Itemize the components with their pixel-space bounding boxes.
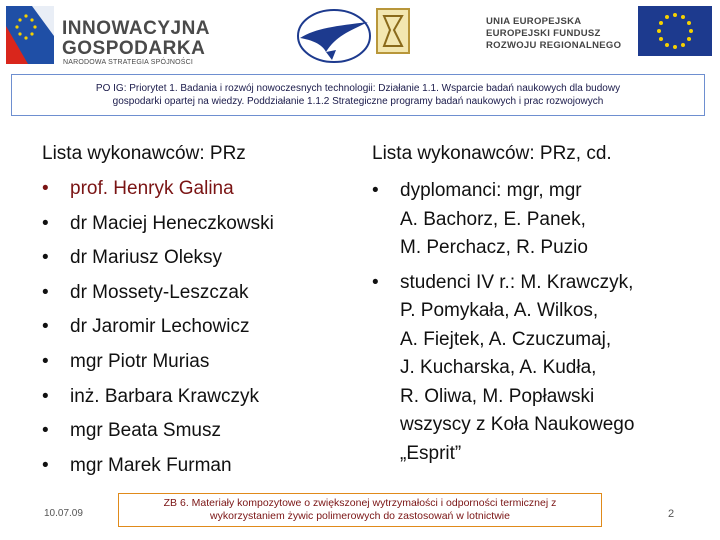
list-item	[42, 449, 342, 484]
bullet: •	[42, 316, 49, 338]
aeroclub-bird-logo	[296, 8, 372, 64]
contractor-name: dr Maciej Heneczkowski	[70, 212, 274, 234]
contractor-name: dr Mossety-Leszczak	[70, 281, 249, 303]
bullet: •	[42, 350, 49, 372]
list-item-graduates	[372, 177, 692, 263]
ig-mark-icon	[6, 6, 54, 64]
list-item	[42, 207, 342, 242]
contractor-name: mgr Marek Furman	[70, 454, 232, 476]
project-title-box	[118, 493, 602, 527]
eu-flag-icon	[638, 6, 712, 56]
students-line: P. Pomykała, A. Wilkos,	[400, 300, 599, 321]
list-item	[42, 241, 342, 276]
students-line: J. Kucharska, A. Kudła,	[400, 357, 597, 378]
eu-fund-text	[486, 16, 626, 52]
ig-title-line1: INNOWACYJNA	[62, 18, 211, 39]
contractor-name: mgr Beata Smusz	[70, 420, 221, 442]
contractor-list-right	[372, 177, 692, 474]
contractor-name: mgr Piotr Murias	[70, 350, 210, 372]
bullet: •	[42, 212, 49, 234]
students-line: studenci IV r.: M. Krawczyk,	[400, 271, 634, 293]
left-column-title: Lista wykonawców: PRz	[42, 143, 246, 164]
graduates-line: M. Perchacz, R. Puzio	[400, 237, 588, 258]
institution-logo	[376, 8, 410, 54]
bullet: •	[372, 180, 379, 201]
contractor-name: inż. Barbara Krawczyk	[70, 385, 260, 407]
bullet: •	[42, 454, 49, 476]
contractor-name: prof. Henryk Galina	[70, 178, 234, 199]
eu-text-line: ROZWOJU REGIONALNEGO	[486, 40, 622, 51]
list-item	[42, 345, 342, 380]
students-line: „Esprit”	[400, 442, 462, 464]
graduates-line: dyplomanci: mgr, mgr	[400, 180, 582, 201]
list-item	[42, 276, 342, 311]
bullet: •	[42, 247, 49, 269]
contractor-name: dr Jaromir Lechowicz	[70, 316, 250, 338]
program-info-box	[11, 74, 705, 116]
list-item	[42, 414, 342, 449]
graduates-line: A. Bachorz, E. Panek,	[400, 208, 586, 230]
list-item	[42, 380, 342, 415]
ig-title-line2: GOSPODARKA	[62, 38, 206, 59]
eu-text-line: UNIA EUROPEJSKA	[486, 16, 582, 27]
students-line: A. Fiejtek, A. Czuczumaj,	[400, 328, 612, 350]
eu-text-line: EUROPEJSKI FUNDUSZ	[486, 28, 601, 39]
bullet: •	[372, 271, 379, 293]
list-item-students	[372, 269, 692, 469]
bullet: •	[42, 281, 49, 303]
right-column-title: Lista wykonawców: PRz, cd.	[372, 143, 612, 164]
students-line: wszyscy z Koła Naukowego	[400, 414, 635, 435]
program-info-line1: PO IG: Priorytet 1. Badania i rozwój nowoczesnych technologii: Działanie 1.1. Wsparcie badań naukowych dla budowy	[95, 83, 621, 94]
program-info-line2: gospodarki opartej na wiedzy. Poddziałanie 1.1.2 Strategiczne programy badań naukowych i prac rozwojowych	[112, 96, 604, 107]
project-title-line2: wykorzystaniem żywic polimerowych do zastosowań w lotnictwie	[210, 510, 510, 522]
list-item	[42, 172, 342, 207]
innowacyjna-gospodarka-logo	[6, 6, 211, 66]
bullet: •	[42, 178, 49, 199]
page-number: 2	[668, 508, 675, 520]
bullet: •	[42, 385, 49, 407]
footer-date: 10.07.09	[44, 508, 83, 519]
contractor-name: dr Mariusz Oleksy	[70, 247, 223, 269]
contractor-list-left	[42, 172, 342, 483]
list-item	[42, 310, 342, 345]
ig-subtitle: NARODOWA STRATEGIA SPÓJNOŚCI	[63, 59, 194, 66]
bullet: •	[42, 420, 49, 442]
students-line: R. Oliwa, M. Popławski	[400, 385, 595, 407]
project-title-line1: ZB 6. Materiały kompozytowe o zwiększonej wytrzymałości i odporności termicznej z	[163, 497, 557, 509]
